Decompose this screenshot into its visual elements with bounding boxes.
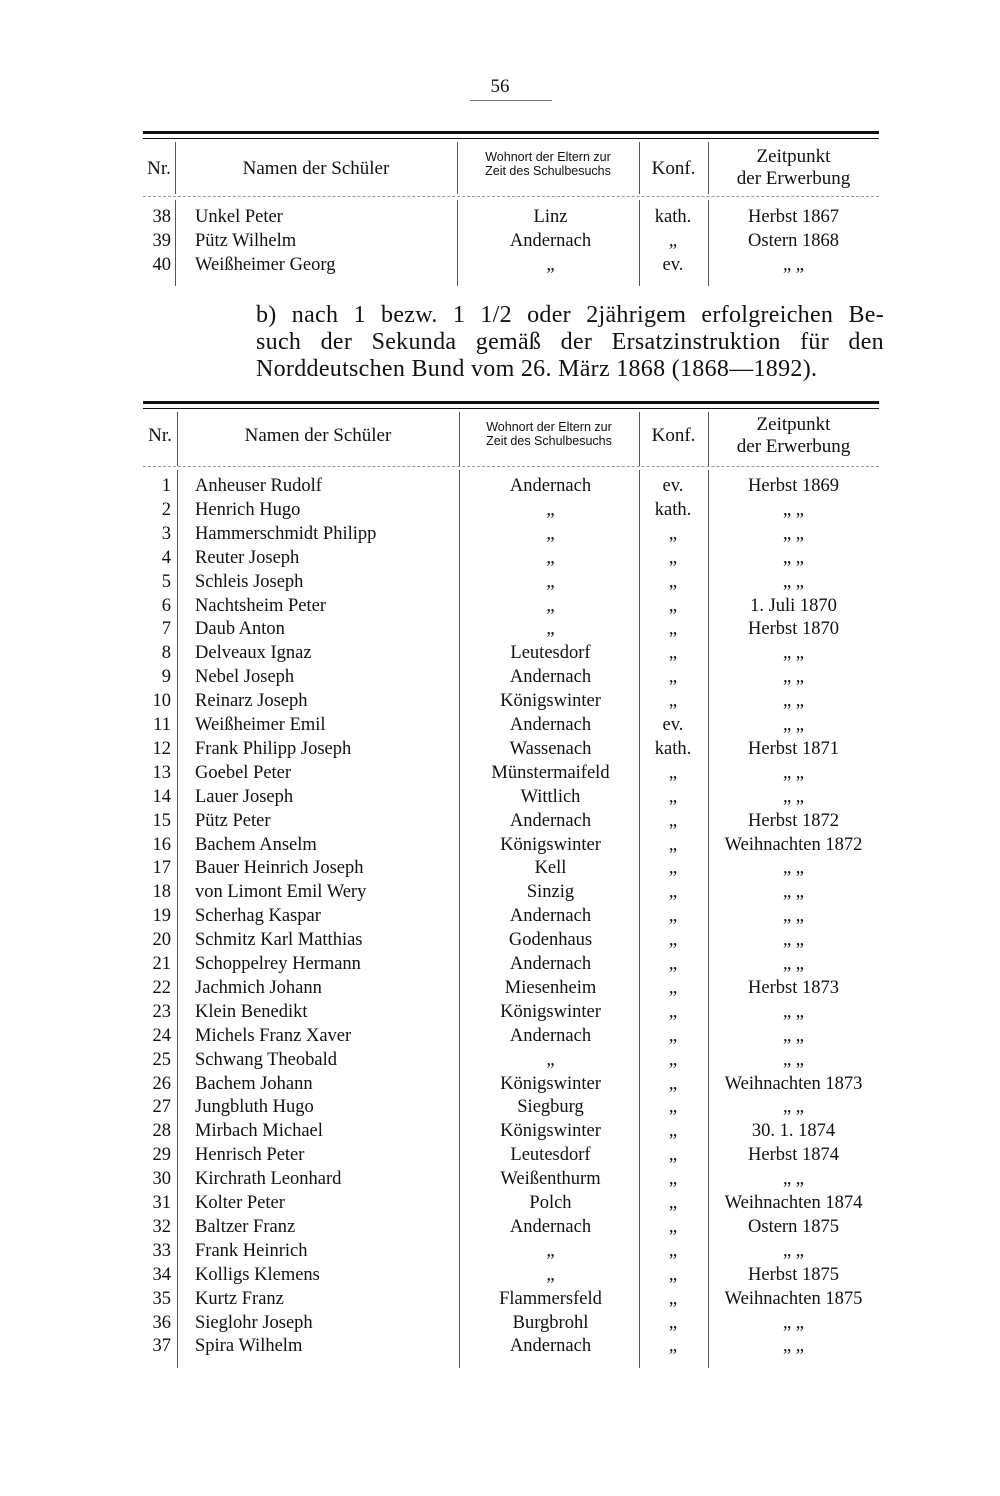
confession: „: [668, 810, 678, 831]
acquisition-date: Herbst 1873: [748, 977, 839, 998]
confession: „: [668, 1216, 678, 1237]
acquisition-date: „ „: [782, 1025, 805, 1046]
student-name: Schoppelrey Hermann: [195, 954, 361, 974]
table-row: [143, 976, 879, 1000]
student-name: Kolter Peter: [195, 1193, 285, 1213]
parents-residence: Andernach: [509, 906, 592, 927]
acquisition-date: „ „: [782, 930, 805, 951]
confession: „: [668, 977, 678, 998]
confession: „: [668, 1121, 678, 1142]
parents-residence: Sinzig: [526, 882, 575, 903]
row-number: 5: [161, 571, 171, 592]
table-b-header-rule: [143, 466, 879, 467]
acquisition-date: Herbst 1875: [748, 1264, 839, 1285]
table-row: [143, 1000, 879, 1024]
row-number: 27: [152, 1097, 171, 1118]
parents-residence: Burgbrohl: [512, 1312, 589, 1333]
student-name: Baltzer Franz: [195, 1216, 296, 1237]
acquisition-date: „ „: [782, 786, 805, 807]
confession: „: [668, 762, 678, 783]
table-row: [143, 1072, 879, 1096]
confession: kath.: [654, 499, 692, 520]
table-row: [143, 761, 879, 785]
confession: „: [668, 231, 678, 251]
confession: ev.: [662, 715, 684, 735]
row-number: 18: [152, 882, 171, 903]
section-b-heading: [256, 302, 884, 383]
header-wohnort: Wohnort der Eltern zur Zeit des Schulbesuchs: [485, 150, 611, 179]
student-name: Bachem Anselm: [195, 834, 317, 855]
student-name: Frank Heinrich: [195, 1240, 308, 1261]
parents-residence: Polch: [529, 1193, 572, 1213]
row-number: 9: [161, 667, 171, 688]
table-b-top-rule: [143, 401, 879, 404]
student-name: Delveaux Ignaz: [195, 643, 312, 664]
confession: „: [668, 930, 678, 951]
student-name: Kirchrath Leonhard: [195, 1169, 342, 1190]
student-name: Hammerschmidt Philipp: [195, 523, 377, 544]
confession: „: [668, 954, 678, 974]
student-name: Weißheimer Emil: [195, 715, 326, 735]
table-row: [143, 498, 879, 522]
table-row: [143, 1119, 879, 1143]
acquisition-date: 1. Juli 1870: [750, 595, 837, 616]
parents-residence: Andernach: [509, 715, 592, 735]
acquisition-date: „ „: [782, 547, 805, 568]
table-row: [143, 1311, 879, 1335]
table-row: [143, 1191, 879, 1215]
parents-residence: Wittlich: [520, 786, 581, 807]
parents-residence: Andernach: [509, 1025, 592, 1046]
student-name: Schmitz Karl Matthias: [195, 930, 363, 951]
acquisition-date: „ „: [782, 1312, 805, 1333]
acquisition-date: Weihnachten 1874: [724, 1193, 863, 1213]
acquisition-date: „ „: [782, 1169, 805, 1190]
student-name: Mirbach Michael: [195, 1121, 323, 1142]
confession: „: [668, 1025, 678, 1046]
parents-residence: „: [546, 619, 555, 640]
row-number: 15: [152, 810, 171, 831]
table-a-header-rule: [143, 196, 879, 197]
table-row: [143, 809, 879, 833]
page-number-underline: [470, 100, 552, 101]
table-a-top-rule: [143, 131, 879, 134]
row-number: 19: [152, 906, 171, 927]
confession: kath.: [654, 207, 692, 227]
table-row: [143, 229, 879, 253]
acquisition-date: „ „: [782, 1049, 805, 1070]
row-number: 30: [152, 1169, 171, 1190]
confession: kath.: [654, 738, 692, 759]
student-name: Sieglohr Joseph: [195, 1312, 313, 1333]
header-konf: Konf.: [651, 425, 696, 446]
confession: „: [668, 1145, 678, 1166]
confession: „: [668, 1001, 678, 1022]
section-b-line-2: such der Sekunda gemäß der Ersatzinstruktion für den: [256, 329, 884, 355]
table-b-top-rule-2: [143, 408, 879, 409]
student-name: Pütz Wilhelm: [195, 231, 297, 251]
table-row: [143, 205, 879, 229]
row-number: 34: [152, 1264, 171, 1285]
row-number: 22: [152, 977, 171, 998]
table-row: [143, 1167, 879, 1191]
confession: „: [668, 619, 678, 640]
student-name: Reinarz Joseph: [195, 691, 308, 712]
student-name: Goebel Peter: [195, 762, 292, 783]
student-name: Schleis Joseph: [195, 571, 304, 592]
acquisition-date: „ „: [782, 906, 805, 927]
table-row: [143, 1334, 879, 1358]
row-number: 17: [152, 858, 171, 879]
table-row: [143, 689, 879, 713]
student-name: Spira Wilhelm: [195, 1336, 303, 1357]
parents-residence: „: [546, 255, 555, 275]
student-name: Schwang Theobald: [195, 1049, 337, 1070]
confession: „: [668, 691, 678, 712]
row-number: 3: [161, 523, 171, 544]
student-name: Bachem Johann: [195, 1073, 313, 1094]
parents-residence: Königswinter: [500, 1001, 601, 1022]
table-row: [143, 737, 879, 761]
acquisition-date: Herbst 1871: [748, 738, 839, 759]
table-row: [143, 880, 879, 904]
confession: „: [668, 1336, 678, 1357]
table-row: [143, 641, 879, 665]
row-number: 21: [152, 954, 171, 974]
header-nr: Nr.: [147, 158, 171, 179]
confession: „: [668, 1193, 678, 1213]
table-row: [143, 1143, 879, 1167]
table-row: [143, 1024, 879, 1048]
row-number: 39: [152, 231, 171, 251]
acquisition-date: „ „: [782, 667, 805, 688]
row-number: 16: [152, 834, 171, 855]
acquisition-date: Weihnachten 1875: [724, 1288, 863, 1309]
row-number: 38: [152, 207, 171, 227]
table-row: [143, 617, 879, 641]
parents-residence: „: [546, 499, 555, 520]
acquisition-date: „ „: [782, 954, 805, 974]
confession: „: [668, 547, 678, 568]
row-number: 31: [152, 1193, 171, 1213]
parents-residence: Andernach: [509, 476, 592, 496]
table-row: [143, 474, 879, 498]
student-name: Jungbluth Hugo: [195, 1097, 314, 1118]
student-name: Anheuser Rudolf: [195, 476, 322, 496]
parents-residence: „: [546, 1264, 555, 1285]
parents-residence: Königswinter: [500, 691, 601, 712]
acquisition-date: „ „: [782, 882, 805, 903]
parents-residence: Siegburg: [517, 1097, 584, 1118]
table-row: [143, 833, 879, 857]
parents-residence: „: [546, 1049, 555, 1070]
header-nr: Nr.: [148, 425, 172, 446]
student-name: Jachmich Johann: [195, 977, 322, 998]
student-name: Nebel Joseph: [195, 667, 295, 688]
parents-residence: Königswinter: [500, 1073, 601, 1094]
row-number: 32: [152, 1216, 171, 1237]
parents-residence: Flammersfeld: [499, 1288, 602, 1309]
student-name: Frank Philipp Joseph: [195, 738, 352, 759]
acquisition-date: Herbst 1867: [748, 207, 839, 227]
student-name: Henrisch Peter: [195, 1145, 305, 1166]
confession: „: [668, 834, 678, 855]
row-number: 29: [152, 1145, 171, 1166]
parents-residence: Königswinter: [500, 1121, 601, 1142]
row-number: 20: [152, 930, 171, 951]
parents-residence: Miesenheim: [504, 977, 597, 998]
confession: „: [668, 643, 678, 664]
parents-residence: Andernach: [509, 667, 592, 688]
row-number: 8: [161, 643, 171, 664]
parents-residence: Leutesdorf: [510, 1145, 591, 1166]
confession: „: [668, 1312, 678, 1333]
acquisition-date: 30. 1. 1874: [751, 1121, 836, 1142]
acquisition-date: „ „: [782, 643, 805, 664]
parents-residence: „: [546, 1240, 555, 1261]
table-row: [143, 1239, 879, 1263]
row-number: 37: [152, 1336, 171, 1357]
table-row: [143, 1215, 879, 1239]
student-name: Reuter Joseph: [195, 547, 300, 568]
row-number: 13: [152, 762, 171, 783]
table-row: [143, 1048, 879, 1072]
row-number: 33: [152, 1240, 171, 1261]
section-b-line-3: Norddeutschen Bund vom 26. März 1868 (1868—1892).: [256, 356, 818, 382]
acquisition-date: „ „: [782, 715, 805, 735]
confession: „: [668, 1264, 678, 1285]
table-row: [143, 594, 879, 618]
parents-residence: „: [546, 571, 555, 592]
confession: ev.: [662, 255, 684, 275]
table-row: [143, 253, 879, 277]
row-number: 7: [161, 619, 171, 640]
confession: „: [668, 571, 678, 592]
acquisition-date: „ „: [782, 1097, 805, 1118]
confession: „: [668, 1073, 678, 1094]
row-number: 12: [152, 738, 171, 759]
acquisition-date: „ „: [782, 1336, 805, 1357]
table-row: [143, 952, 879, 976]
acquisition-date: Herbst 1869: [748, 476, 839, 496]
parents-residence: Weißenthurm: [500, 1169, 601, 1190]
acquisition-date: Ostern 1868: [748, 231, 839, 251]
parents-residence: Münstermaifeld: [491, 762, 610, 783]
parents-residence: Andernach: [509, 231, 592, 251]
acquisition-date: Ostern 1875: [748, 1216, 839, 1237]
header-wohnort: Wohnort der Eltern zur Zeit des Schulbesuchs: [486, 420, 612, 449]
student-name: Michels Franz Xaver: [195, 1025, 352, 1046]
row-number: 23: [152, 1001, 171, 1022]
table-row: [143, 546, 879, 570]
acquisition-date: Herbst 1872: [748, 810, 839, 831]
row-number: 28: [152, 1121, 171, 1142]
student-name: Scherhag Kaspar: [195, 906, 321, 927]
table-row: [143, 570, 879, 594]
acquisition-date: „ „: [782, 499, 805, 520]
student-name: Daub Anton: [195, 619, 285, 640]
parents-residence: Godenhaus: [508, 930, 593, 951]
table-row: [143, 1263, 879, 1287]
parents-residence: Andernach: [509, 1216, 592, 1237]
acquisition-date: „ „: [782, 523, 805, 544]
section-b-line-1: b) nach 1 bezw. 1 1/2 oder 2jährigem erfolgreichen Be-: [256, 302, 884, 328]
confession: „: [668, 882, 678, 903]
parents-residence: „: [546, 523, 555, 544]
header-zeitpunkt: Zeitpunkt der Erwerbung: [736, 146, 851, 189]
confession: „: [668, 906, 678, 927]
student-name: Weißheimer Georg: [195, 255, 336, 275]
parents-residence: Andernach: [509, 810, 592, 831]
table-row: [143, 665, 879, 689]
confession: „: [668, 1240, 678, 1261]
parents-residence: Wassenach: [509, 738, 592, 759]
row-number: 1: [161, 476, 171, 496]
acquisition-date: Herbst 1870: [748, 619, 839, 640]
row-number: 2: [161, 499, 171, 520]
student-name: Bauer Heinrich Joseph: [195, 858, 364, 879]
parents-residence: Andernach: [509, 1336, 592, 1357]
student-name: von Limont Emil Wery: [195, 882, 367, 903]
row-number: 35: [152, 1288, 171, 1309]
acquisition-date: Weihnachten 1872: [724, 834, 863, 855]
table-row: [143, 713, 879, 737]
table-a-top-rule-2: [143, 138, 879, 139]
student-name: Klein Benedikt: [195, 1001, 308, 1022]
table-row: [143, 522, 879, 546]
student-name: Lauer Joseph: [195, 786, 294, 807]
header-name: Namen der Schüler: [242, 158, 390, 179]
acquisition-date: „ „: [782, 858, 805, 879]
acquisition-date: Weihnachten 1873: [724, 1073, 863, 1094]
student-name: Unkel Peter: [195, 207, 283, 227]
acquisition-date: Herbst 1874: [748, 1145, 839, 1166]
row-number: 26: [152, 1073, 171, 1094]
row-number: 11: [153, 715, 171, 735]
row-number: 40: [152, 255, 171, 275]
confession: „: [668, 858, 678, 879]
row-number: 25: [152, 1049, 171, 1070]
acquisition-date: „ „: [782, 762, 805, 783]
table-row: [143, 1287, 879, 1311]
row-number: 24: [152, 1025, 171, 1046]
confession: ev.: [662, 476, 684, 496]
page-number: 56: [490, 76, 510, 97]
table-row: [143, 904, 879, 928]
parents-residence: „: [546, 547, 555, 568]
parents-residence: Königswinter: [500, 834, 601, 855]
row-number: 10: [152, 691, 171, 712]
row-number: 4: [161, 547, 171, 568]
table-row: [143, 928, 879, 952]
row-number: 14: [152, 786, 171, 807]
acquisition-date: „ „: [782, 255, 805, 275]
confession: „: [668, 667, 678, 688]
row-number: 36: [152, 1312, 171, 1333]
confession: „: [668, 523, 678, 544]
student-name: Kurtz Franz: [195, 1288, 284, 1309]
student-name: Henrich Hugo: [195, 499, 301, 520]
header-konf: Konf.: [651, 158, 696, 179]
acquisition-date: „ „: [782, 691, 805, 712]
parents-residence: Kell: [534, 858, 567, 879]
parents-residence: Andernach: [509, 954, 592, 974]
parents-residence: Leutesdorf: [510, 643, 591, 664]
acquisition-date: „ „: [782, 1001, 805, 1022]
student-name: Pütz Peter: [195, 810, 271, 831]
confession: „: [668, 1169, 678, 1190]
table-row: [143, 1095, 879, 1119]
confession: „: [668, 1049, 678, 1070]
parents-residence: Linz: [533, 207, 568, 227]
header-zeitpunkt: Zeitpunkt der Erwerbung: [736, 414, 851, 457]
student-name: Nachtsheim Peter: [195, 595, 326, 616]
parents-residence: „: [546, 595, 555, 616]
header-name: Namen der Schüler: [244, 425, 392, 446]
table-row: [143, 785, 879, 809]
table-row: [143, 856, 879, 880]
row-number: 6: [161, 595, 171, 616]
confession: „: [668, 595, 678, 616]
confession: „: [668, 1097, 678, 1118]
acquisition-date: „ „: [782, 1240, 805, 1261]
acquisition-date: „ „: [782, 571, 805, 592]
student-name: Kolligs Klemens: [195, 1264, 320, 1285]
confession: „: [668, 786, 678, 807]
confession: „: [668, 1288, 678, 1309]
